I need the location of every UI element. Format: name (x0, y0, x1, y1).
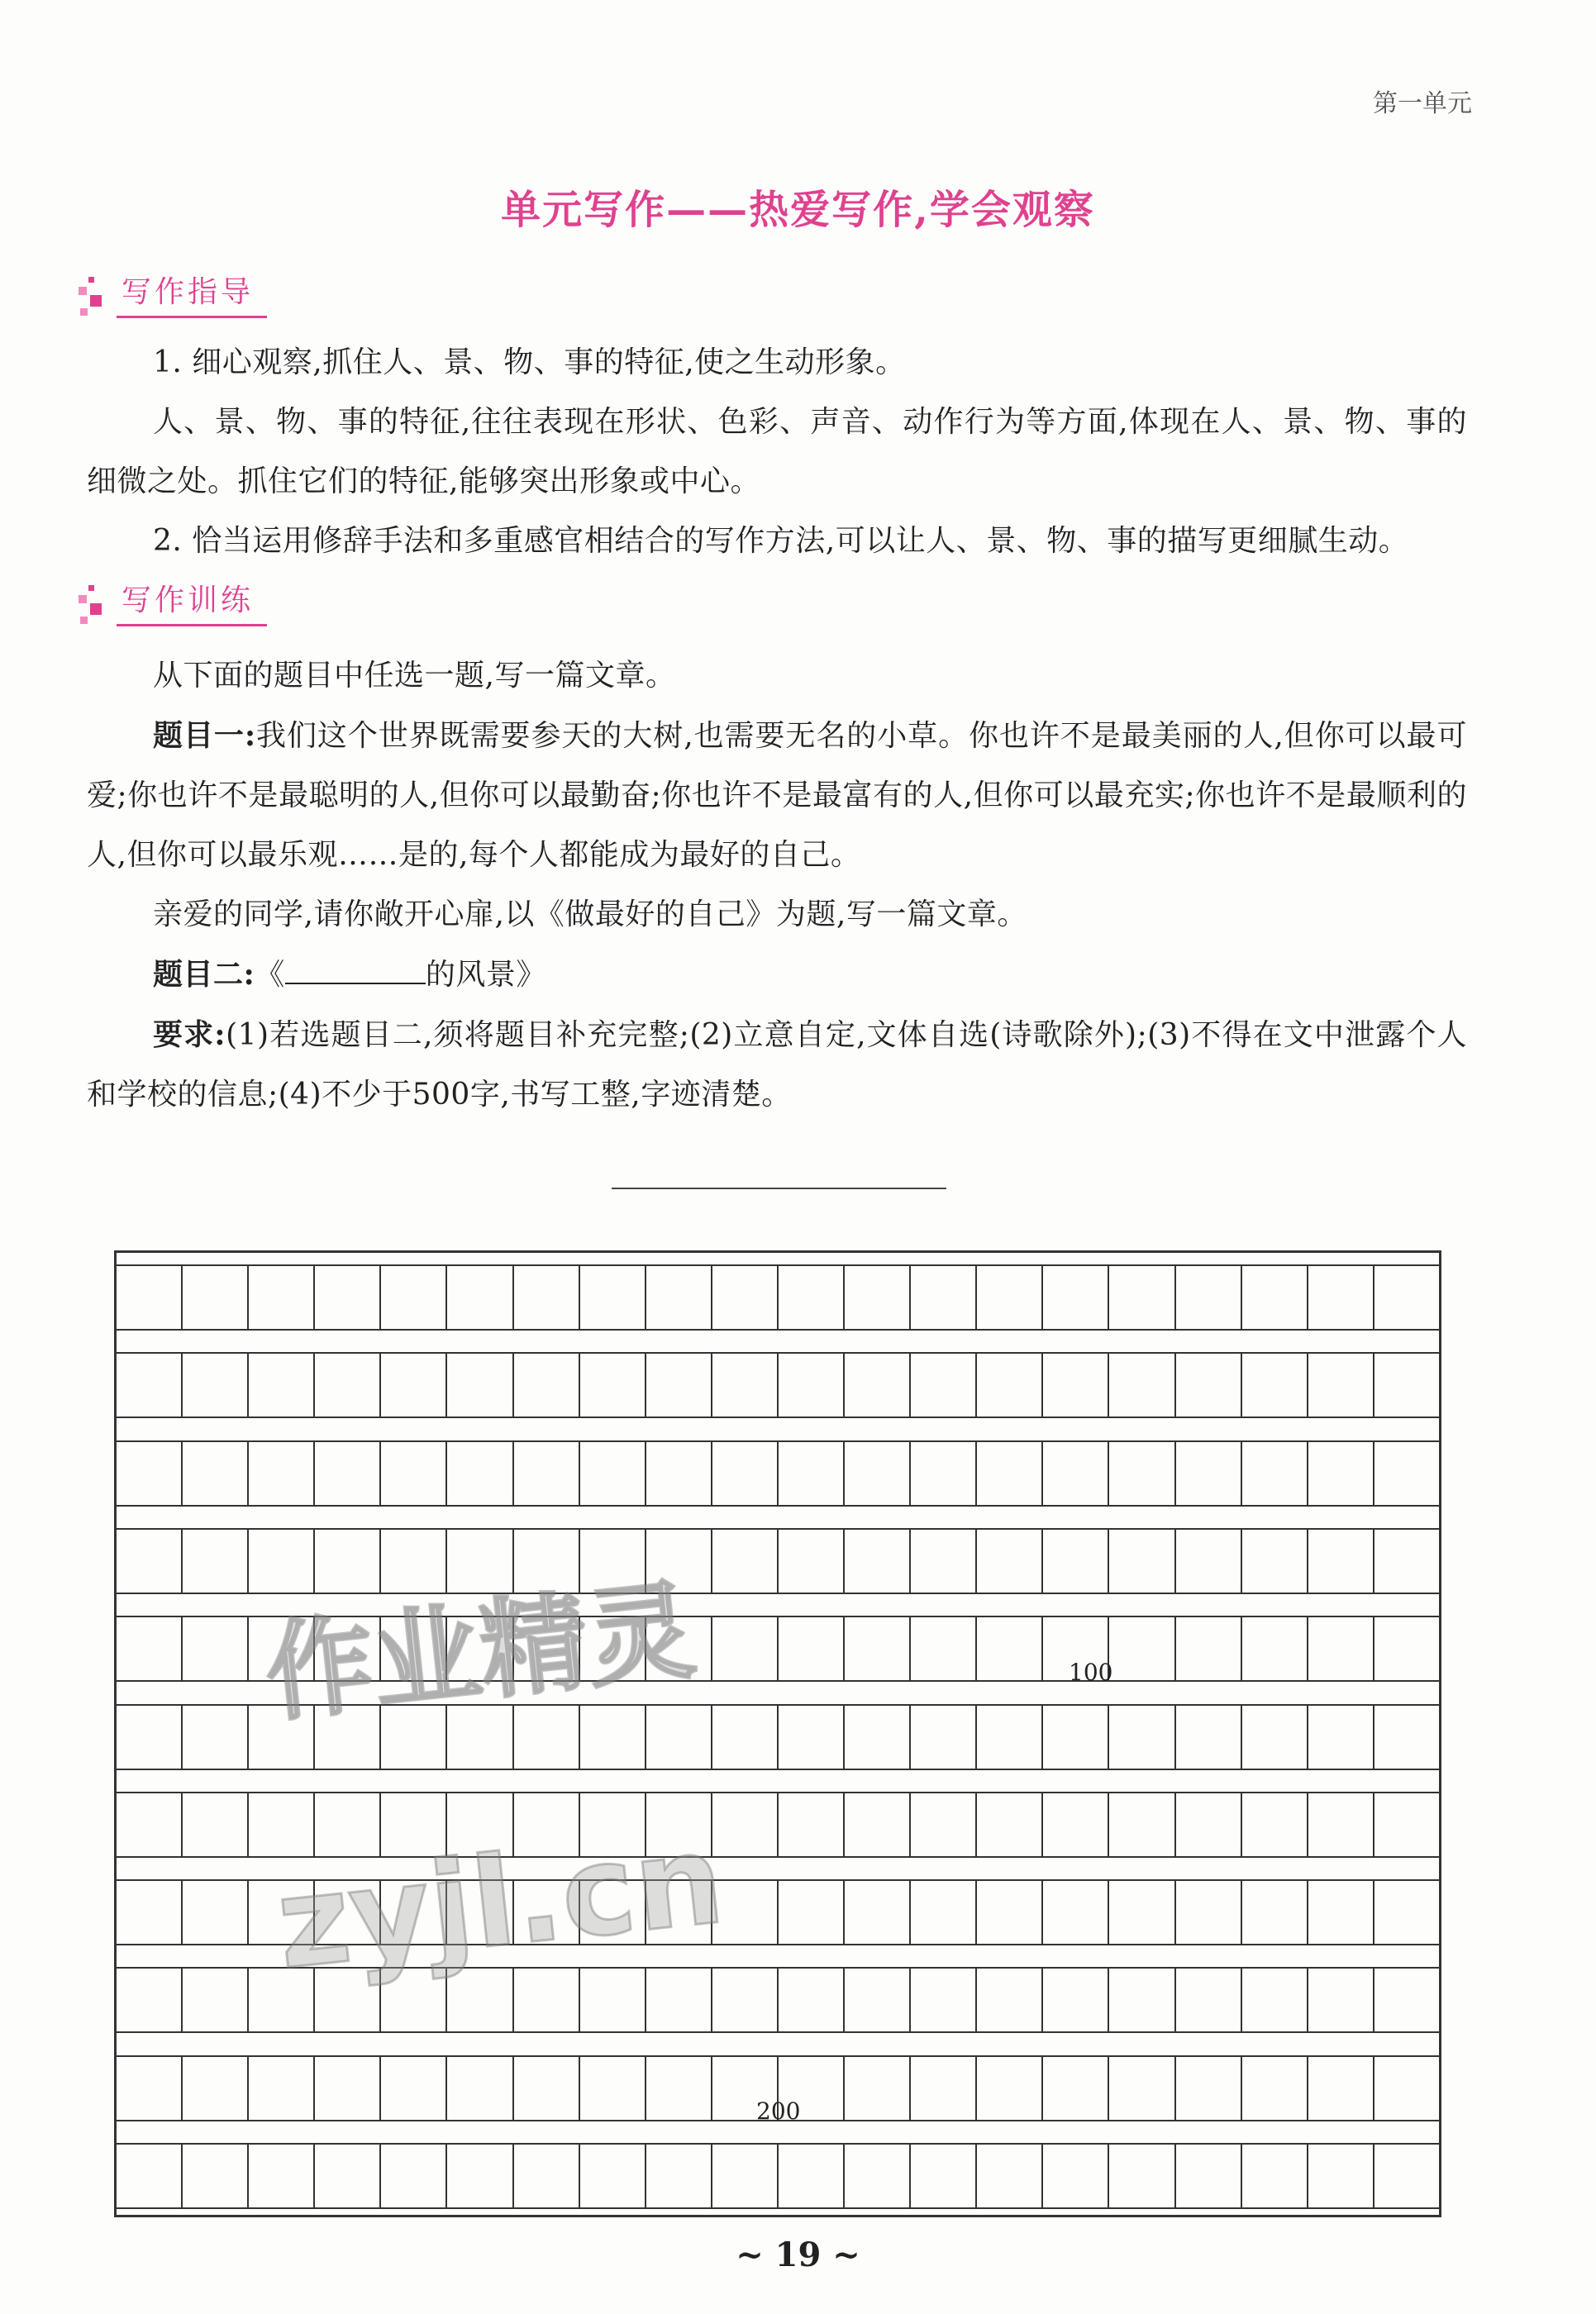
grid-cell[interactable] (1176, 1706, 1242, 1769)
grid-cell[interactable] (117, 1442, 183, 1505)
divider (612, 1188, 946, 1189)
grid-cell[interactable] (977, 1442, 1043, 1505)
grid-cell[interactable] (117, 1969, 183, 2031)
grid-cell[interactable] (1043, 1706, 1109, 1769)
grid-cell[interactable] (580, 1706, 646, 1769)
grid-cell[interactable] (1374, 1354, 1439, 1416)
grid-cell[interactable] (646, 2057, 712, 2120)
decoration-squares-icon (79, 275, 117, 318)
grid-cell[interactable] (1242, 2057, 1308, 2120)
grid-cell[interactable] (580, 1442, 646, 1505)
grid-cell[interactable] (514, 1266, 580, 1329)
section-heading-training (79, 577, 267, 626)
grid-cell[interactable] (712, 1266, 779, 1329)
topic-1-text: 我们这个世界既需要参天的大树,也需要无名的小草。你也许不是最美丽的人,但你可以最可爱;你也许不是最聪明的人,但你可以最勤奋;你也许不是最富有的人,但你可以最充实;你也许不是最顺利的人,但你可以最乐观……是的,每个人都能成为最好的自己。 (87, 719, 1467, 872)
grid-cell[interactable] (1043, 1881, 1109, 1944)
topic-2 (87, 945, 1467, 1005)
topic-2-close: 的风景》 (425, 958, 546, 992)
grid-cell[interactable] (977, 1706, 1043, 1769)
grid-cell[interactable] (1308, 1881, 1374, 1944)
guide-paragraph-1: 1. 细心观察,抓住人、景、物、事的特征,使之生动形象。 (153, 345, 906, 379)
grid-cell[interactable] (845, 1354, 911, 1416)
grid-row (117, 1264, 1439, 1331)
grid-cell[interactable] (1176, 1530, 1242, 1593)
grid-cell[interactable] (845, 1442, 911, 1505)
grid-cell[interactable] (1043, 1442, 1109, 1505)
grid-cell[interactable] (1176, 1266, 1242, 1329)
grid-cell[interactable] (1242, 1617, 1308, 1680)
grid-cell[interactable] (381, 1266, 447, 1329)
grid-cell[interactable] (646, 1266, 712, 1329)
grid-cell[interactable] (1374, 1530, 1439, 1593)
grid-cell[interactable] (911, 1793, 977, 1856)
grid-cell[interactable] (911, 1706, 977, 1769)
grid-cell[interactable] (1109, 1530, 1175, 1593)
grid-cell[interactable] (249, 1266, 315, 1329)
grid-cell[interactable] (183, 1530, 249, 1593)
grid-cell[interactable] (646, 1706, 712, 1769)
grid-cell[interactable] (315, 2145, 381, 2207)
grid-cell[interactable] (845, 2145, 911, 2207)
page-title: 单元写作——热爱写作,学会观察 (501, 187, 1095, 233)
guide-paragraph-2: 人、景、物、事的特征,往往表现在形状、色彩、声音、动作行为等方面,体现在人、景、物、事的细微之处。抓住它们的特征,能够突出形象或中心。 (87, 405, 1467, 498)
grid-cell[interactable] (1176, 1354, 1242, 1416)
grid-cell[interactable] (1374, 1793, 1439, 1856)
grid-cell[interactable] (1242, 1442, 1308, 1505)
watermark: 作业精灵 (260, 1567, 701, 1737)
grid-cell[interactable] (845, 1617, 911, 1680)
grid-cell[interactable] (1109, 1706, 1175, 1769)
grid-cell[interactable] (977, 1266, 1043, 1329)
requirements-label: 要求: (153, 1017, 226, 1052)
grid-cell[interactable] (249, 2145, 315, 2207)
grid-cell[interactable] (381, 2145, 447, 2207)
grid-cell[interactable] (1109, 1617, 1175, 1680)
grid-cell[interactable] (779, 1617, 845, 1680)
grid-cell[interactable] (249, 1530, 315, 1593)
topic-1 (87, 706, 1467, 885)
training-intro: 从下面的题目中任选一题,写一篇文章。 (153, 659, 676, 693)
grid-cell[interactable] (1109, 2145, 1175, 2207)
grid-cell[interactable] (1308, 1617, 1374, 1680)
grid-cell[interactable] (381, 1354, 447, 1416)
topic-1-task: 亲爱的同学,请你敞开心扉,以《做最好的自己》为题,写一篇文章。 (153, 898, 1027, 931)
grid-cell[interactable] (1308, 1793, 1374, 1856)
grid-cell[interactable] (580, 1266, 646, 1329)
grid-cell[interactable] (911, 1354, 977, 1416)
grid-row (117, 1792, 1439, 1858)
grid-cell[interactable] (646, 1969, 712, 2031)
grid-cell[interactable] (977, 1617, 1043, 1680)
grid-row (117, 1440, 1439, 1507)
grid-cell[interactable] (712, 1354, 779, 1416)
grid-cell[interactable] (1242, 1881, 1308, 1944)
grid-cell[interactable] (712, 1793, 779, 1856)
grid-cell[interactable] (845, 1530, 911, 1593)
topic-2-open: 《 (255, 958, 285, 992)
grid-cell[interactable] (1242, 1530, 1308, 1593)
grid-cell[interactable] (712, 1969, 779, 2031)
grid-cell[interactable] (183, 1969, 249, 2031)
grid-cell[interactable] (779, 1530, 845, 1593)
grid-cell[interactable] (1043, 1266, 1109, 1329)
grid-cell[interactable] (1043, 2057, 1109, 2120)
grid-cell[interactable] (249, 2057, 315, 2120)
grid-cell[interactable] (646, 1354, 712, 1416)
grid-cell[interactable] (779, 1354, 845, 1416)
grid-cell[interactable] (580, 1354, 646, 1416)
requirements-text: (1)若选题目二,须将题目补充完整;(2)立意自定,文体自选(诗歌除外);(3)不得在文中泄露个人和学校的信息;(4)不少于500字,书写工整,字迹清楚。 (87, 1018, 1468, 1112)
grid-cell[interactable] (580, 2057, 646, 2120)
grid-cell[interactable] (447, 1266, 513, 1329)
section-label: 写作指导 (117, 269, 267, 318)
grid-cell[interactable] (117, 1881, 183, 1944)
grid-cell[interactable] (183, 1442, 249, 1505)
grid-cell[interactable] (911, 1442, 977, 1505)
grid-cell[interactable] (1374, 1442, 1439, 1505)
grid-cell[interactable] (977, 1530, 1043, 1593)
grid-cell[interactable] (249, 1442, 315, 1505)
grid-cell[interactable] (845, 1881, 911, 1944)
grid-cell[interactable] (1374, 2145, 1439, 2207)
grid-cell[interactable] (779, 1706, 845, 1769)
grid-cell[interactable] (183, 1266, 249, 1329)
grid-cell[interactable] (315, 2057, 381, 2120)
grid-cell[interactable] (249, 1793, 315, 1856)
grid-cell[interactable] (1109, 1881, 1175, 1944)
grid-cell[interactable] (911, 2057, 977, 2120)
grid-cell[interactable] (117, 2057, 183, 2120)
grid-cell[interactable] (779, 2145, 845, 2207)
grid-cell[interactable] (1176, 1442, 1242, 1505)
grid-cell[interactable] (117, 1354, 183, 1416)
section-heading-guide (79, 269, 267, 318)
grid-cell[interactable] (845, 1793, 911, 1856)
grid-cell[interactable] (1308, 1266, 1374, 1329)
grid-cell[interactable] (1374, 2057, 1439, 2120)
grid-cell[interactable] (845, 1706, 911, 1769)
grid-cell[interactable] (117, 1266, 183, 1329)
grid-cell[interactable] (977, 1354, 1043, 1416)
unit-label: 第一单元 (1373, 89, 1472, 118)
grid-cell[interactable] (1176, 2057, 1242, 2120)
grid-cell[interactable] (1176, 1969, 1242, 2031)
page-number: ~ 19 ~ (736, 2235, 860, 2274)
guide-paragraph-3: 2. 恰当运用修辞手法和多重感官相结合的写作方法,可以让人、景、物、事的描写更细腻生动。 (153, 524, 1409, 558)
grid-cell[interactable] (514, 1969, 580, 2031)
grid-cell[interactable] (183, 2057, 249, 2120)
grid-cell[interactable] (514, 1354, 580, 1416)
grid-cell[interactable] (1242, 1793, 1308, 1856)
grid-cell[interactable] (315, 1266, 381, 1329)
grid-row (117, 1352, 1439, 1418)
grid-cell[interactable] (1374, 1617, 1439, 1680)
section-label: 写作训练 (117, 577, 267, 626)
grid-cell[interactable] (1109, 1266, 1175, 1329)
topic-2-blank[interactable] (285, 958, 426, 984)
grid-cell[interactable] (447, 2057, 513, 2120)
grid-cell[interactable] (183, 1793, 249, 1856)
grid-cell[interactable] (911, 1530, 977, 1593)
grid-cell[interactable] (1374, 1266, 1439, 1329)
grid-cell[interactable] (1308, 2145, 1374, 2207)
grid-cell[interactable] (779, 1793, 845, 1856)
grid-cell[interactable] (712, 1706, 779, 1769)
grid-cell[interactable] (712, 2145, 779, 2207)
grid-cell[interactable] (514, 2057, 580, 2120)
grid-cell[interactable] (1242, 1706, 1308, 1769)
word-count-100: 100 (1069, 1659, 1113, 1686)
watermark: zyjl.cn (270, 1807, 731, 1997)
grid-cell[interactable] (1109, 1969, 1175, 2031)
grid-cell[interactable] (977, 1969, 1043, 2031)
grid-cell[interactable] (1043, 1793, 1109, 1856)
grid-cell[interactable] (183, 1881, 249, 1944)
grid-cell[interactable] (381, 1442, 447, 1505)
grid-cell[interactable] (1176, 1881, 1242, 1944)
grid-cell[interactable] (249, 1354, 315, 1416)
grid-cell[interactable] (183, 2145, 249, 2207)
grid-cell[interactable] (1242, 2145, 1308, 2207)
grid-cell[interactable] (447, 1442, 513, 1505)
grid-cell[interactable] (183, 1354, 249, 1416)
grid-cell[interactable] (646, 2145, 712, 2207)
grid-cell[interactable] (117, 1617, 183, 1680)
grid-cell[interactable] (315, 1354, 381, 1416)
grid-cell[interactable] (1374, 1881, 1439, 1944)
grid-cell[interactable] (1308, 1706, 1374, 1769)
grid-cell[interactable] (977, 1881, 1043, 1944)
grid-cell[interactable] (911, 2145, 977, 2207)
grid-cell[interactable] (1308, 1442, 1374, 1505)
grid-cell[interactable] (1109, 1354, 1175, 1416)
requirements (87, 1005, 1467, 1125)
grid-cell[interactable] (580, 2145, 646, 2207)
grid-cell[interactable] (845, 2057, 911, 2120)
word-count-200: 200 (756, 2097, 801, 2125)
grid-cell[interactable] (845, 1969, 911, 2031)
grid-cell[interactable] (1242, 1266, 1308, 1329)
grid-cell[interactable] (712, 1442, 779, 1505)
grid-cell[interactable] (779, 1442, 845, 1505)
grid-cell[interactable] (779, 1266, 845, 1329)
grid-cell[interactable] (1308, 1354, 1374, 1416)
grid-cell[interactable] (911, 1617, 977, 1680)
topic-1-label: 题目一: (153, 718, 256, 753)
grid-cell[interactable] (117, 1706, 183, 1769)
grid-cell[interactable] (117, 2145, 183, 2207)
grid-cell[interactable] (845, 1266, 911, 1329)
grid-cell[interactable] (514, 1442, 580, 1505)
grid-cell[interactable] (911, 1969, 977, 2031)
grid-cell[interactable] (1374, 1706, 1439, 1769)
training-text (87, 646, 1467, 1125)
grid-cell[interactable] (1043, 2145, 1109, 2207)
grid-cell[interactable] (646, 1442, 712, 1505)
decoration-squares-icon (79, 583, 117, 626)
grid-cell[interactable] (315, 1442, 381, 1505)
grid-cell[interactable] (712, 1530, 779, 1593)
grid-cell[interactable] (1242, 1354, 1308, 1416)
grid-cell[interactable] (183, 1617, 249, 1680)
grid-cell[interactable] (1176, 2145, 1242, 2207)
grid-row (117, 2143, 1439, 2209)
grid-cell[interactable] (183, 1706, 249, 1769)
grid-cell[interactable] (977, 2145, 1043, 2207)
guide-text (87, 333, 1467, 571)
grid-cell[interactable] (911, 1266, 977, 1329)
grid-cell[interactable] (117, 1530, 183, 1593)
grid-cell[interactable] (1308, 2057, 1374, 2120)
grid-cell[interactable] (1043, 1354, 1109, 1416)
grid-cell[interactable] (1109, 2057, 1175, 2120)
grid-cell[interactable] (1176, 1617, 1242, 1680)
grid-cell[interactable] (779, 1881, 845, 1944)
grid-cell[interactable] (514, 2145, 580, 2207)
grid-cell[interactable] (911, 1881, 977, 1944)
grid-cell[interactable] (1109, 1442, 1175, 1505)
grid-cell[interactable] (977, 1793, 1043, 1856)
grid-cell[interactable] (381, 2057, 447, 2120)
grid-cell[interactable] (779, 1969, 845, 2031)
grid-cell[interactable] (447, 1354, 513, 1416)
grid-cell[interactable] (712, 1617, 779, 1680)
grid-cell[interactable] (1176, 1793, 1242, 1856)
grid-cell[interactable] (1308, 1530, 1374, 1593)
grid-cell[interactable] (1242, 1969, 1308, 2031)
grid-cell[interactable] (580, 1969, 646, 2031)
topic-2-label: 题目二: (153, 957, 255, 992)
grid-cell[interactable] (1374, 1969, 1439, 2031)
grid-cell[interactable] (977, 2057, 1043, 2120)
grid-cell[interactable] (117, 1793, 183, 1856)
grid-cell[interactable] (1043, 1969, 1109, 2031)
grid-cell[interactable] (1043, 1530, 1109, 1593)
grid-cell[interactable] (1308, 1969, 1374, 2031)
grid-cell[interactable] (1109, 1793, 1175, 1856)
grid-cell[interactable] (447, 2145, 513, 2207)
